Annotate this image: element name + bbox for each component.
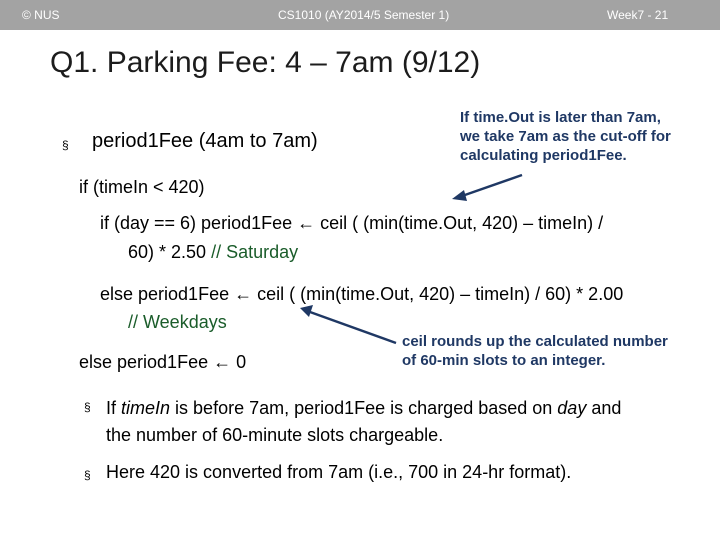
code-if-day-line1: if (day == 6) period1Fee ← ceil ( (min(time.Out, 420) – timeIn) /: [100, 213, 604, 233]
b1-text3: and: [586, 398, 622, 418]
b1-text1: If: [106, 398, 122, 418]
b1-italic-timein: timeIn: [121, 398, 171, 418]
code-else-line1: else period1Fee ← ceil ( (min(time.Out, 420) – timeIn) / 60) * 2.00: [100, 284, 624, 304]
slide-title: Q1. Parking Fee: 4 – 7am (9/12): [50, 46, 481, 79]
bullet-icon: §: [84, 400, 91, 414]
main-bullet-text: period1Fee (4am to 7am): [92, 130, 318, 152]
callout-bottom-line1: ceil rounds up the calculated number: [402, 333, 668, 350]
code-else-zero: else period1Fee ← 0: [79, 352, 247, 372]
course-text: CS1010 (AY2014/5 Semester 1): [278, 8, 450, 22]
bullet-timein-line1: [106, 395, 621, 422]
slide-number: Week7 - 21: [607, 8, 669, 22]
callout-bottom-line2: of 60-min slots to an integer.: [402, 352, 606, 369]
callout-top-line1: If time.Out is later than 7am,: [460, 109, 661, 126]
bullet-timein: [106, 395, 621, 449]
callout-top-line3: calculating period1Fee.: [460, 147, 627, 164]
b1-italic-day: day: [557, 398, 587, 418]
saturday-comment: // Saturday: [211, 242, 299, 262]
bullet-timein-line2: the number of 60-minute slots chargeable.: [106, 425, 444, 445]
callout-top-line2: we take 7am as the cut-off for: [460, 128, 671, 145]
bullet-icon: §: [84, 468, 91, 482]
code-if-line: if (timeIn < 420): [79, 177, 205, 197]
bullet-420: Here 420 is converted from 7am (i.e., 700 in 24-hr format).: [106, 462, 572, 482]
b1-text2: is before 7am, period1Fee is charged based on: [170, 398, 558, 418]
arrow-top: [452, 175, 522, 201]
arrow-bottom: [300, 305, 396, 343]
copyright-text: © NUS: [22, 8, 60, 22]
code-if-day-line2-prefix: 60) * 2.50: [128, 242, 212, 262]
bullet-icon: §: [62, 138, 69, 152]
weekdays-comment: // Weekdays: [128, 312, 227, 332]
